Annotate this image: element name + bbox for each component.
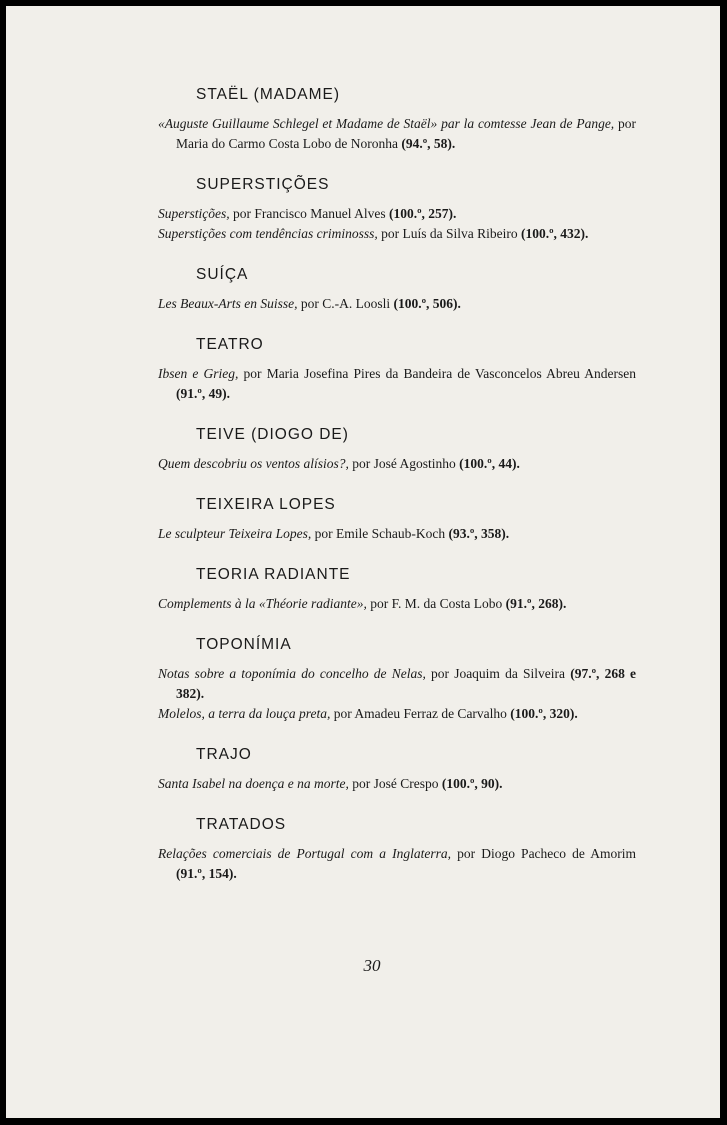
index-entry [158,664,636,704]
entry-reference: (91.º, 154). [176,866,237,881]
section-heading: TEIVE (DIOGO DE) [196,426,349,443]
section-heading: STAËL (MADAME) [196,86,341,103]
entry-title: Ibsen e Grieg, [158,366,239,381]
index-content [158,80,636,884]
entry-title: «Auguste Guillaume Schlegel et Madame de Staël» par la comtesse Jean de Pange, [158,116,615,131]
entry-reference: (100.º, 320). [510,706,578,721]
page-number: 30 [363,956,381,975]
section-teoria-radiante [158,560,636,630]
section-heading: TEIXEIRA LOPES [196,496,336,513]
index-entry [158,224,636,244]
index-entry [158,704,636,724]
entry-title: Les Beaux-Arts en Suisse, [158,296,298,311]
entry-author: por Francisco Manuel Alves [229,206,389,221]
entry-reference: (100.º, 506). [393,296,461,311]
index-entry [158,204,636,224]
section-supersticoes [158,170,636,260]
entry-reference: (100.º, 44). [459,456,520,471]
section-heading: SUPERSTIÇÕES [196,176,330,193]
entry-author: por Joaquim da Silveira [425,666,571,681]
entry-title: Superstições, [158,206,230,221]
entry-reference: (91.º, 268). [505,596,567,611]
index-entry [158,844,636,884]
index-entry [158,294,636,314]
entry-author: por C.-A. Loosli [297,296,394,311]
entry-reference: (100.º, 90). [441,776,503,791]
document-page [6,6,720,1118]
entry-author: por Amadeu Ferraz de Carvalho [330,706,511,721]
section-heading: TRATADOS [196,816,287,833]
section-heading: TRAJO [196,746,252,763]
entry-title: Superstições com tendências criminosss, [158,226,378,241]
entry-author: por F. M. da Costa Lobo [366,596,506,611]
entry-reference: (97.º, 268 e 382). [176,666,636,701]
entry-reference: (100.º, 257). [388,206,457,221]
index-entry [158,774,636,794]
section-teatro [158,330,636,420]
entry-reference: (91.º, 49). [176,386,230,401]
section-tratados [158,810,636,884]
section-teixeira-lopes [158,490,636,560]
index-entry [158,114,636,154]
index-entry [158,524,636,544]
entry-title: Santa Isabel na doença e na morte, [158,776,349,791]
entry-reference: (93.º, 358). [448,526,510,541]
index-entry [158,454,636,474]
entry-reference: (100.º, 432). [520,226,589,241]
entry-author: por Diogo Pacheco de Amorim [450,846,636,861]
entry-author: por Emile Schaub-Koch [311,526,449,541]
section-stael [158,80,636,170]
section-toponimia [158,630,636,740]
entry-author: por José Agostinho [348,456,460,471]
entry-title: Le sculpteur Teixeira Lopes, [158,526,312,541]
index-entry [158,594,636,614]
entry-author: por Maria do Carmo Costa Lobo de Noronha [176,116,636,151]
entry-author: por José Crespo [348,776,442,791]
entry-author: por Luís da Silva Ribeiro [377,226,521,241]
entry-title: Notas sobre a toponímia do concelho de Nelas, [158,666,426,681]
index-entry [158,364,636,404]
entry-title: Molelos, a terra da louça preta, [158,706,331,721]
section-heading: TEORIA RADIANTE [196,566,351,583]
section-heading: SUÍÇA [196,266,249,283]
section-heading: TEATRO [196,336,264,353]
section-teive [158,420,636,490]
entry-author: por Maria Josefina Pires da Bandeira de Vasconcelos Abreu Andersen [238,366,636,381]
entry-title: Relações comerciais de Portugal com a Inglaterra, [158,846,451,861]
entry-title: Complements à la «Théorie radiante», [158,596,367,611]
section-suica [158,260,636,330]
entry-title: Quem descobriu os ventos alísios?, [158,456,349,471]
section-heading: TOPONÍMIA [196,636,292,653]
section-trajo [158,740,636,810]
entry-reference: (94.º, 58). [401,136,456,151]
